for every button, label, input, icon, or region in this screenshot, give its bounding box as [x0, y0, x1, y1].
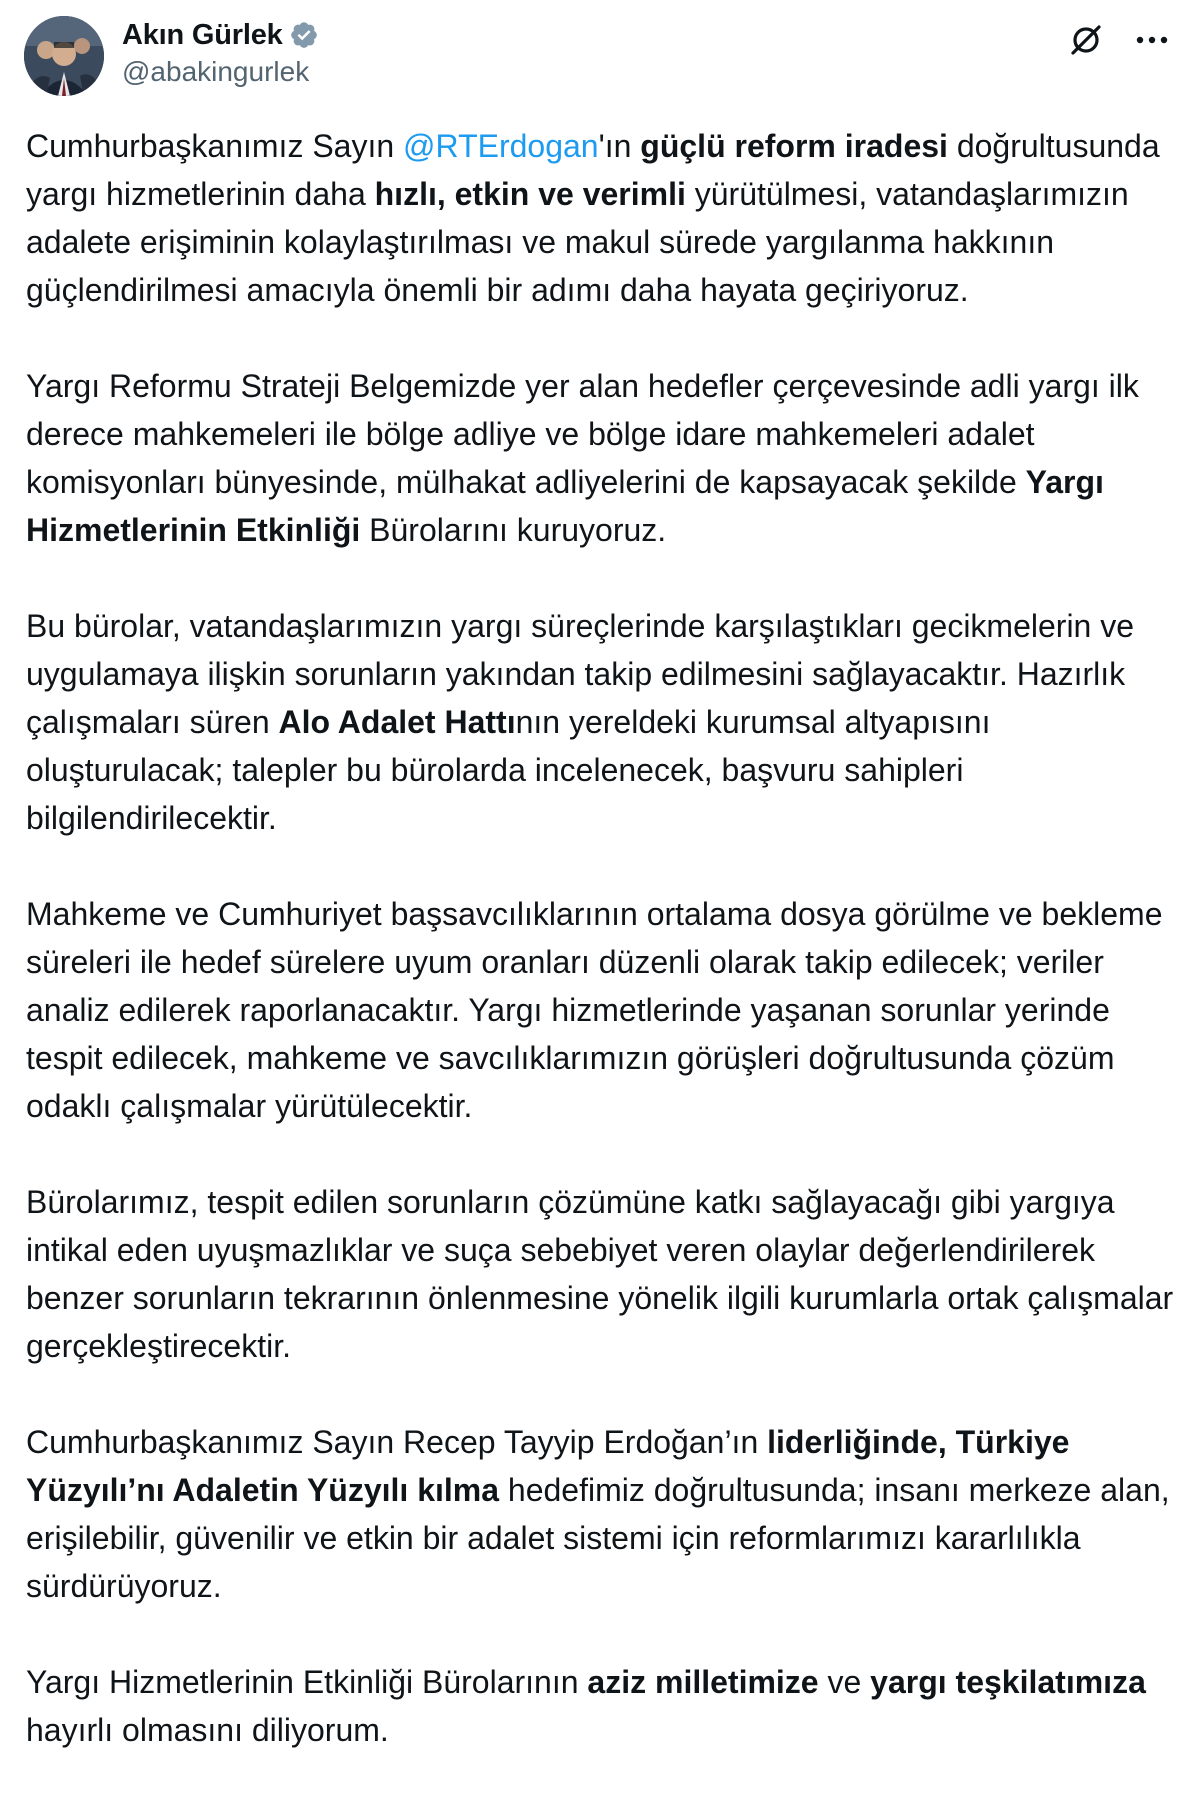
text-span: hedefimiz doğrultusunda; insanı merkeze alan, erişilebilir, güvenilir ve etkin bir adalet sistemi için reformlarımızı kararlılıkla sürdürüyoruz. — [26, 1472, 1170, 1604]
avatar-photo-icon — [24, 16, 104, 96]
tweet-paragraph-7 — [26, 1658, 1176, 1754]
text-span: hayırlı olmasını diliyorum. — [26, 1712, 389, 1748]
grok-icon[interactable] — [1064, 18, 1108, 62]
verified-badge-icon[interactable] — [289, 20, 319, 50]
bold-text: aziz milletimize — [587, 1664, 819, 1700]
user-handle[interactable]: @abakingurlek — [122, 56, 310, 87]
text-span: Cumhurbaşkanımız Sayın Recep Tayyip Erdoğan’ın — [26, 1424, 768, 1460]
tweet-paragraph-2 — [26, 362, 1176, 554]
tweet-paragraph-3 — [26, 602, 1176, 842]
bold-text: yargı teşkilatımıza — [870, 1664, 1146, 1700]
tweet-header — [24, 12, 1174, 94]
text-span: doğrultusunda yargı hizmetlerinin daha — [26, 128, 1160, 212]
bold-text: Alo Adalet Hattı — [278, 704, 516, 740]
display-name[interactable]: Akın Gürlek — [122, 18, 283, 51]
tweet-paragraph-1 — [26, 122, 1176, 314]
bold-text: liderliğinde, Türkiye Yüzyılı’nı Adaletin Yüzyılı kılma — [26, 1424, 1070, 1508]
display-name-row — [122, 16, 319, 54]
user-info — [122, 16, 319, 88]
text-span: Cumhurbaşkanımız Sayın — [26, 128, 404, 164]
bold-text: Yargı Hizmetlerinin Etkinliği — [26, 464, 1104, 548]
text-span: Yargı Hizmetlerinin Etkinliği Bürolarının — [26, 1664, 588, 1700]
header-actions — [1064, 18, 1174, 62]
text-span: 'ın — [598, 128, 641, 164]
tweet-text — [26, 122, 1176, 1754]
more-options-icon[interactable] — [1130, 18, 1174, 62]
tweet-paragraph-6 — [26, 1418, 1176, 1610]
text-span: nın yereldeki kurumsal altyapısını oluşturulacak; talepler bu bürolarda incelenecek, başvuru sahipleri bilgilendirilecektir. — [26, 704, 991, 836]
mention-link[interactable]: @RTErdogan — [403, 128, 599, 164]
text-span: Yargı Reformu Strateji Belgemizde yer alan hedefler çerçevesinde adli yargı ilk derece mahkemeleri ile bölge adliye ve bölge idare mahkemeleri adalet komisyonları bünyesinde, mülhakat adliyelerini de kapsayacak şekilde — [26, 368, 1139, 500]
text-span: Bürolarını kuruyoruz. — [360, 512, 667, 548]
text-span: ve — [818, 1664, 871, 1700]
bold-text: güçlü reform iradesi — [640, 128, 948, 164]
text-span: yürütülmesi, vatandaşlarımızın adalete erişiminin kolaylaştırılması ve makul sürede yargılanma hakkının güçlendirilmesi amacıyla önemli bir adımı daha hayata geçiriyoruz. — [26, 176, 1129, 308]
avatar[interactable] — [24, 16, 104, 96]
bold-text: hızlı, etkin ve verimli — [374, 176, 686, 212]
tweet-paragraph-5: Bürolarımız, tespit edilen sorunların çözümüne katkı sağlayacağı gibi yargıya intikal eden uyuşmazlıklar ve suça sebebiyet veren olaylar değerlendirilerek benzer sorunların tekrarının önlenmesine yönelik ilgili kurumlarla ortak çalışmalar gerçekleştirecektir. — [26, 1184, 1174, 1364]
tweet-paragraph-4: Mahkeme ve Cumhuriyet başsavcılıklarının ortalama dosya görülme ve bekleme süreleri ile hedef sürelere uyum oranları düzenli olarak takip edilecek; veriler analiz edilerek raporlanacaktır. Yargı hizmetlerinde yaşanan sorunlar yerinde tespit edilecek, mahkeme ve savcılıklarımızın görüşleri doğrultusunda çözüm odaklı çalışmalar yürütülecektir. — [26, 896, 1163, 1124]
text-span: Bu bürolar, vatandaşlarımızın yargı süreçlerinde karşılaştıkları gecikmelerin ve uygulamaya ilişkin sorunların yakından takip edilmesini sağlayacaktır. Hazırlık çalışmaları süren — [26, 608, 1135, 740]
